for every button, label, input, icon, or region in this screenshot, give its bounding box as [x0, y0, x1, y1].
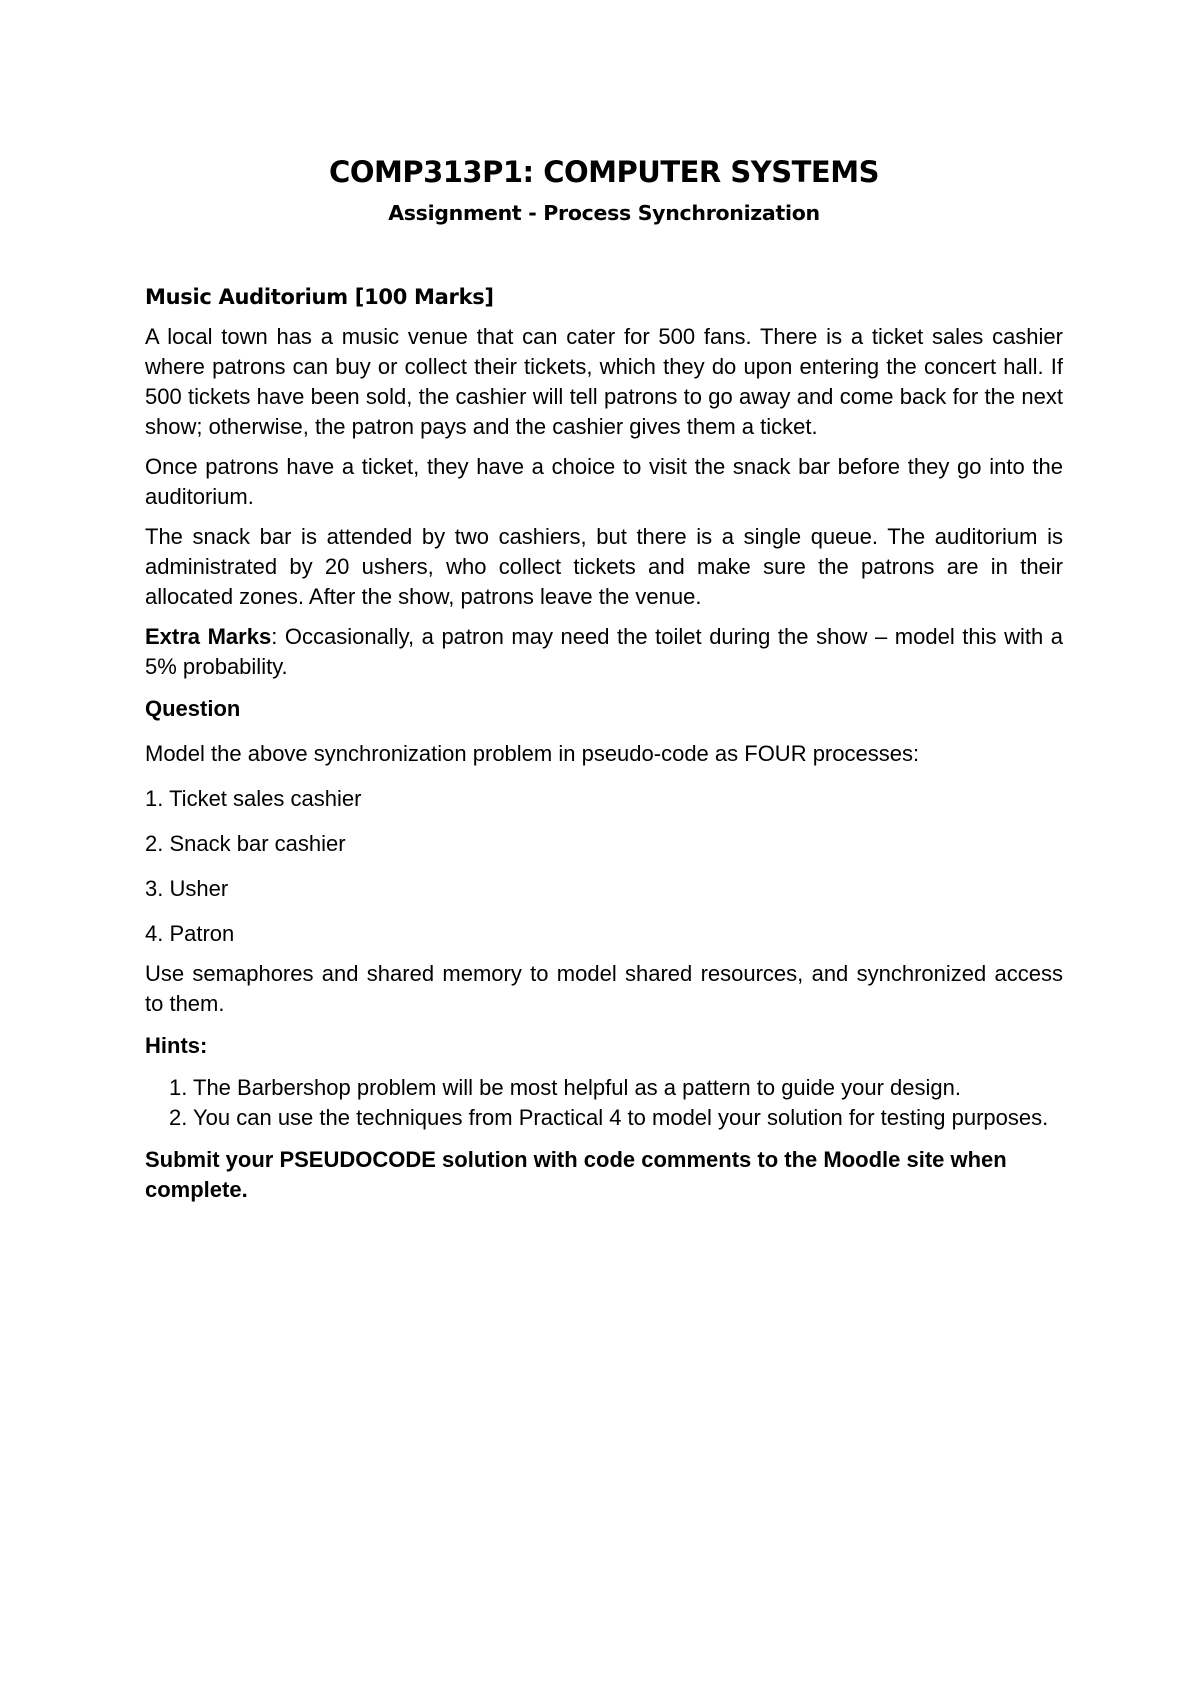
process-item: 4. Patron	[145, 921, 235, 946]
paragraph-snack-bar: The snack bar is attended by two cashiers, but there is a single queue. The auditorium is administrated by 20 ushers, who collect tickets and make sure the patrons are in their allocated zones. After the show, patrons leave the venue.	[145, 524, 1063, 609]
section-heading: Music Auditorium [100 Marks]	[145, 285, 494, 309]
document-content	[145, 152, 1063, 1205]
document-title: COMP313P1: COMPUTER SYSTEMS	[329, 155, 879, 189]
paragraph-venue: A local town has a music venue that can cater for 500 fans. There is a ticket sales cashier where patrons can buy or collect their tickets, which they do upon entering the concert hall. If 500 tickets have been sold, the cashier will tell patrons to go away and come back for the next show; otherwise, the patron pays and the cashier gives them a ticket.	[145, 324, 1063, 439]
hint-text: You can use the techniques from Practical 4 to model your solution for testing purposes.	[193, 1105, 1049, 1130]
hints-heading: Hints:	[145, 1033, 208, 1058]
hint-text: The Barbershop problem will be most helpful as a pattern to guide your design.	[193, 1075, 961, 1100]
question-closing: Use semaphores and shared memory to model shared resources, and synchronized access to them.	[145, 961, 1063, 1016]
document-subtitle: Assignment - Process Synchronization	[388, 201, 820, 225]
process-item: 3. Usher	[145, 876, 229, 901]
hint-number: 1.	[169, 1075, 188, 1100]
hints-list	[145, 1073, 1063, 1133]
process-item: 2. Snack bar cashier	[145, 831, 346, 856]
extra-marks-label: Extra Marks	[145, 624, 272, 649]
hint-number: 2.	[169, 1105, 188, 1130]
hint-item	[145, 1073, 1063, 1103]
process-item: 1. Ticket sales cashier	[145, 786, 362, 811]
extra-marks-text: : Occasionally, a patron may need the toilet during the show – model this with a 5% probability.	[145, 624, 1063, 679]
paragraph-snack-choice: Once patrons have a ticket, they have a choice to visit the snack bar before they go into the auditorium.	[145, 454, 1063, 509]
submit-instruction: Submit your PSEUDOCODE solution with code comments to the Moodle site when complete.	[145, 1147, 1007, 1202]
question-heading: Question	[145, 696, 241, 721]
paragraph-extra-marks	[145, 622, 1063, 682]
hint-item	[145, 1103, 1063, 1133]
question-intro: Model the above synchronization problem in pseudo-code as FOUR processes:	[145, 741, 920, 766]
